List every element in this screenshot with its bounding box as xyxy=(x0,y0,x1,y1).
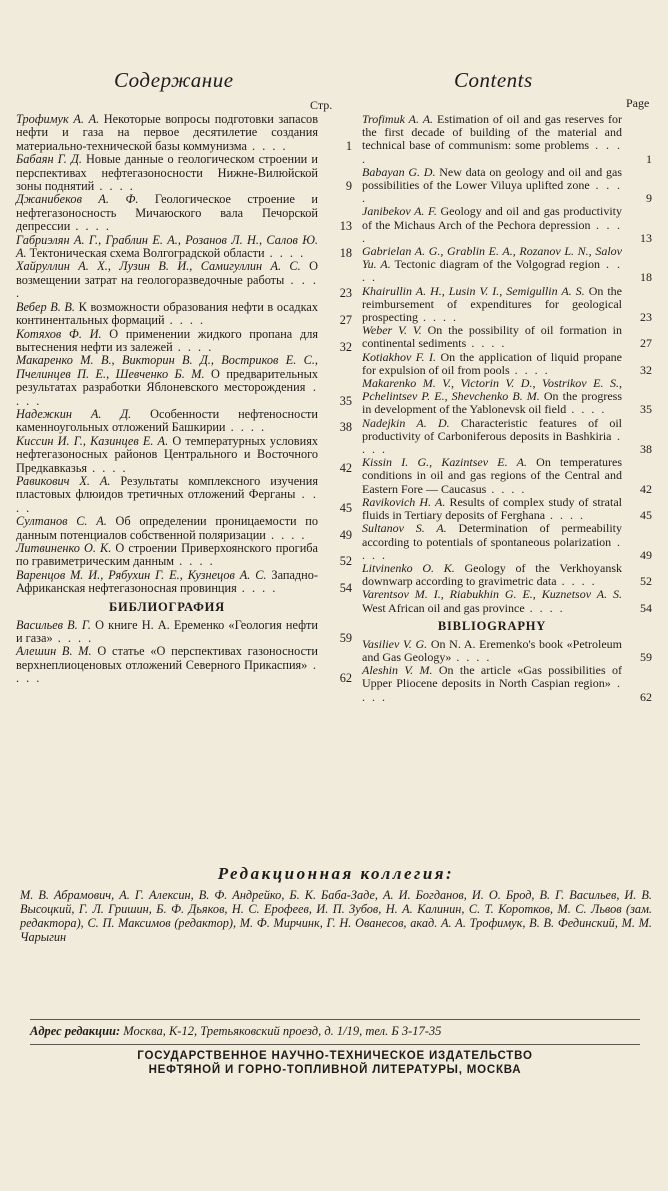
russian-contents-entry xyxy=(16,192,352,234)
dot-leader: . . . . xyxy=(451,649,492,664)
entry-author: Litvinenko O. K. xyxy=(362,560,455,575)
english-contents-entry xyxy=(362,324,652,350)
entry-title: К возможности образования нефти в осадках континентальных формаций xyxy=(16,299,319,328)
entry-author: Nadejkin A. D. xyxy=(362,415,450,430)
dot-leader: . . . . xyxy=(362,217,623,245)
entry-page-number: 62 xyxy=(640,689,652,704)
english-bibliography-heading: BIBLIOGRAPHY xyxy=(437,618,547,633)
entry-title: On the possibility of oil formation in continental sediments xyxy=(362,323,622,351)
dot-leader: . . . . xyxy=(246,138,288,153)
entry-title: Geology and oil and gas productivity of the Michaus Arch of the Pechora depression xyxy=(362,204,622,232)
english-contents-entry xyxy=(362,205,652,245)
dot-leader: . . . . xyxy=(566,402,607,417)
english-bibliography-entry xyxy=(362,638,652,664)
russian-contents-entry xyxy=(16,433,352,475)
english-bibliography-entry xyxy=(362,664,652,704)
entry-title: Geology of the Verkhoyansk downwarp according to gravimetric data xyxy=(362,560,623,589)
dot-leader: . . . . xyxy=(509,362,550,377)
entry-page-number: 54 xyxy=(640,600,652,615)
dot-leader: . . . . xyxy=(362,138,623,166)
entry-title: О статье «О перспективах газоносности верхнеплиоценовых отложений Северного Прикаспия» xyxy=(16,644,318,672)
editorial-board xyxy=(16,864,656,944)
entry-author: Janibekov A. F. xyxy=(362,204,437,219)
dot-leader: . . . . xyxy=(16,657,318,686)
russian-contents-entry xyxy=(16,406,352,435)
dot-leader: . . . . xyxy=(70,219,111,234)
entry-page-number: 9 xyxy=(646,191,652,206)
entry-page-number: 45 xyxy=(339,500,352,515)
entry-title: Некоторые вопросы подготовки запасов нефти и газа на первое десятилетие создания материально-технической базы коммунизма xyxy=(16,112,318,153)
entry-author: Хайруллин А. Х., Лузин В. И., Самигуллин А. С. xyxy=(16,259,301,274)
russian-contents-entry xyxy=(16,473,352,515)
english-contents-entry xyxy=(362,417,652,457)
entry-page-number: 62 xyxy=(339,671,352,686)
entry-title: On the progress in development of the Yablonevsk oil field xyxy=(362,389,622,417)
entry-page-number: 1 xyxy=(345,138,352,153)
russian-contents-entry xyxy=(16,152,352,194)
dot-leader: . . . . xyxy=(16,487,319,515)
dot-leader: . . . . xyxy=(164,313,206,328)
entry-title: On the reimbursement of expenditures for geological prospecting xyxy=(362,283,623,325)
entry-title: Estimation of oil and gas reserves for the first decade of building of the material and technical base of communism: some problems xyxy=(362,112,622,153)
dot-leader: . . . . xyxy=(362,178,623,206)
address-label: Адрес редакции: xyxy=(30,1024,121,1038)
entry-title: О книге Н. А. Еременко «Геология нефти и газа» xyxy=(16,617,318,646)
entry-author: Надежкин А. Д. xyxy=(16,406,132,421)
entry-title: Западно-Африканская нефтегазоносная провинция xyxy=(16,567,318,596)
russian-bibliography-heading: БИБЛИОГРАФИЯ xyxy=(108,599,225,614)
entry-page-number: 13 xyxy=(640,230,652,245)
english-contents-entry xyxy=(362,562,652,588)
entry-title: On N. A. Eremenko's book «Petroleum and Gas Geology» xyxy=(362,636,622,664)
entry-author: Киссин И. Г., Казинцев Е. А. xyxy=(16,433,169,448)
publisher-imprint xyxy=(30,1049,640,1077)
entry-author: Kissin I. G., Kazintsev E. A. xyxy=(362,455,527,470)
entry-title: On the application of liquid propane for expulsion of oil from pools xyxy=(362,349,623,377)
entry-author: Алешин В. М. xyxy=(16,644,92,659)
entry-author: Трофимук А. А. xyxy=(16,112,100,126)
english-contents-entry xyxy=(362,351,652,377)
entry-page-number: 54 xyxy=(339,581,352,596)
russian-contents-entry xyxy=(16,567,352,596)
entry-author: Равикович Х. А. xyxy=(16,473,111,488)
russian-entry-list xyxy=(16,112,352,686)
entry-title: О предварительных результатах разработки Яблоневского месторождения xyxy=(16,366,318,395)
entry-title: West African oil and gas province xyxy=(362,600,525,615)
entry-author: Trofimuk A. A. xyxy=(362,112,434,126)
english-contents-entry xyxy=(362,166,652,206)
editorial-address xyxy=(30,1019,640,1045)
english-page-label: Page xyxy=(626,96,650,110)
entry-page-number: 52 xyxy=(640,574,652,589)
entry-title: Тектоническая схема Волгоградской области xyxy=(29,246,265,261)
entry-author: Kotiakhov F. I. xyxy=(362,349,437,364)
entry-title: Tectonic diagram of the Volgograd region xyxy=(394,257,600,272)
entry-author: Makarenko M. V., Victorin V. D., Vostrikov E. S., Pchelintsev P. E., Shevchenko B. M. xyxy=(362,376,622,404)
publisher-line-2: НЕФТЯНОЙ И ГОРНО-ТОПЛИВНОЙ ЛИТЕРАТУРЫ, МОСКВА xyxy=(148,1064,522,1076)
english-contents-heading: Contents xyxy=(454,68,533,92)
entry-author: Babayan G. D. xyxy=(362,164,436,179)
english-contents-entry xyxy=(362,496,652,522)
entry-title: On temperatures conditions in oil and gas regions of the Central and Eastern Fore — Caucasus xyxy=(362,455,623,496)
russian-contents-entry xyxy=(16,232,352,261)
entry-author: Gabrielan A. G., Grablin E. A., Rozanov L. N., Salov Yu. A. xyxy=(362,244,622,272)
dot-leader: . . . . xyxy=(264,246,306,261)
russian-contents-entry xyxy=(16,514,352,542)
dot-leader: . . . . xyxy=(362,534,622,562)
entry-page-number: 18 xyxy=(339,246,352,261)
entry-page-number: 32 xyxy=(640,362,652,377)
entry-page-number: 35 xyxy=(640,402,652,417)
russian-contents-entry xyxy=(16,353,352,408)
dot-leader: . . . . xyxy=(466,336,507,351)
entry-author: Литвиненко О. К. xyxy=(16,541,112,555)
editorial-board-title: Редакционная коллегия: xyxy=(217,864,455,883)
entry-author: Sultanov S. A. xyxy=(362,521,447,536)
entry-title: Characteristic features of oil productivity of Carboniferous deposits in Bashkiria xyxy=(362,415,622,443)
english-contents-entry xyxy=(362,113,652,166)
entry-page-number: 52 xyxy=(339,554,352,569)
entry-page-number: 45 xyxy=(640,508,652,523)
entry-title: Особенности нефтеносности каменноугольных отложений Башкирии xyxy=(16,406,319,435)
russian-contents-entry xyxy=(16,299,352,328)
russian-contents-entry xyxy=(16,112,352,153)
english-contents-entry xyxy=(362,285,652,325)
entry-author: Габриэлян А. Г., Граблин Е. А., Розанов Л. Н., Салов Ю. А. xyxy=(16,232,318,261)
entry-author: Weber V. V. xyxy=(362,323,422,338)
entry-page-number: 23 xyxy=(640,310,652,325)
dot-leader: . . . . xyxy=(265,527,307,542)
dot-leader: . . . . xyxy=(236,581,278,596)
dot-leader: . . . . xyxy=(362,257,623,285)
entry-page-number: 59 xyxy=(339,631,352,646)
dot-leader: . . . . xyxy=(52,631,94,646)
english-contents-entry xyxy=(362,245,652,285)
english-contents-entry xyxy=(362,377,652,417)
entry-author: Varentsov M. I., Riabukhin G. E., Kuznetsov A. S. xyxy=(362,587,622,602)
english-contents-entry xyxy=(362,588,652,614)
dot-leader: . . . . xyxy=(94,179,135,194)
russian-page-label: Стр. xyxy=(310,98,333,112)
dot-leader: . . . . xyxy=(87,460,128,475)
entry-author: Джанибеков А. Ф. xyxy=(16,192,139,207)
entry-title: Новые данные о геологическом строении и перспективах нефтегазоносности Нижне-Вилюйской зоны поднятий xyxy=(16,152,318,194)
russian-bibliography-entry xyxy=(16,644,352,686)
dot-leader: . . . . xyxy=(172,339,214,354)
dot-leader: . . . . xyxy=(524,600,565,615)
entry-author: Ravikovich H. A. xyxy=(362,494,446,509)
entry-title: Геологическое строение и нефтегазоносность Мичаюского вала Печорской депрессии xyxy=(16,192,318,234)
entry-author: Васильев В. Г. xyxy=(16,617,91,632)
english-entry-list xyxy=(362,113,652,704)
dot-leader: . . . . xyxy=(225,420,267,435)
entry-page-number: 49 xyxy=(640,547,652,562)
entry-page-number: 18 xyxy=(640,270,652,285)
entry-title: New data on geology and oil and gas possibilities of the Lower Viluya uplifted zone xyxy=(362,164,623,193)
entry-author: Khairullin A. H., Lusin V. I., Semigullin A. S. xyxy=(362,283,585,298)
entry-page-number: 27 xyxy=(640,336,652,351)
dot-leader: . . . . xyxy=(556,574,597,589)
entry-page-number: 27 xyxy=(339,313,352,328)
dot-leader: . . . . xyxy=(174,554,215,569)
entry-page-number: 59 xyxy=(640,649,652,664)
entry-title: Результаты комплексного изучения пластовых флюидов третичных отложений Ферганы xyxy=(16,473,318,502)
russian-contents-entry xyxy=(16,326,352,355)
entry-page-number: 49 xyxy=(339,527,352,542)
entry-author: Котяхов Ф. И. xyxy=(16,326,102,341)
entry-title: О применении жидкого пропана для вытеснения нефти из залежей xyxy=(16,326,318,354)
russian-contents-entry xyxy=(16,541,352,569)
entry-author: Макаренко М. В., Викторин В. Д., Востриков Е. С., Пчелинцев П. Е., Шевченко Б. М. xyxy=(16,353,318,381)
entry-page-number: 38 xyxy=(640,442,652,457)
entry-author: Бабаян Г. Д. xyxy=(16,152,82,167)
russian-contents-heading: Содержание xyxy=(114,68,234,92)
dot-leader: . . . . xyxy=(16,380,318,408)
dot-leader: . . . . xyxy=(362,428,623,457)
entry-author: Варенцов М. И., Рябухин Г. Е., Кузнецов А. С. xyxy=(16,567,267,582)
entry-page-number: 1 xyxy=(646,151,652,166)
entry-author: Султанов С. А. xyxy=(16,514,107,529)
address-text: Москва, К-12, Третьяковский проезд, д. 1/19, тел. Б 3-17-35 xyxy=(123,1024,442,1038)
entry-page-number: 35 xyxy=(339,393,352,408)
entry-page-number: 42 xyxy=(339,460,352,475)
dot-leader: . . . . xyxy=(545,508,586,523)
entry-page-number: 23 xyxy=(339,286,352,301)
entry-title: О возмещении затрат на геологоразведочные работы xyxy=(16,259,318,287)
dot-leader: . . . . xyxy=(486,481,527,496)
entry-title: Determination of permeability according to potentials of spontaneous polarization xyxy=(362,521,623,549)
english-contents-entry xyxy=(362,522,652,562)
publisher-line-1: ГОСУДАРСТВЕННОЕ НАУЧНО-ТЕХНИЧЕСКОЕ ИЗДАТЕЛЬСТВО xyxy=(137,1050,533,1062)
dot-leader: . . . . xyxy=(16,272,318,301)
entry-author: Aleshin V. M. xyxy=(362,663,433,678)
entry-author: Vasiliev V. G. xyxy=(362,636,428,651)
dot-leader: . . . . xyxy=(418,310,458,325)
entry-title: О строении Приверхоянского прогиба по гравиметрическим данным xyxy=(16,541,319,569)
entry-page-number: 38 xyxy=(339,420,352,435)
entry-title: О температурных условиях нефтегазоносных районов Центрального и Восточного Предкавказья xyxy=(16,433,319,475)
dot-leader: . . . . xyxy=(362,676,622,704)
russian-contents-entry xyxy=(16,259,352,301)
entry-title: Об определении проницаемости по данным потенциалов собственной поляризации xyxy=(16,514,319,542)
editorial-board-members: М. В. Абрамович, А. Г. Алексин, В. Ф. Андрейко, Б. К. Баба-Заде, А. И. Богданов, И. О. Брод, В. Г. Васильев, И. В. Высоцкий, Г. Л. Гришин, Б. Ф. Дьяков, Н. С. Ерофеев, И. П. Зубов, Н. А. Калинин, С. Т. Коротков, М. С. Львов (зам. редактора), С. П. Максимов (редактор), М. Ф. Мирчинк, Г. Н. Ованесов, акад. А. А. Трофимук, В. В. Фединский, М. М. Чарыгин xyxy=(20,888,652,944)
entry-page-number: 32 xyxy=(339,339,352,354)
entry-author: Вебер В. В. xyxy=(16,299,76,314)
entry-page-number: 42 xyxy=(640,481,652,496)
entry-page-number: 13 xyxy=(339,219,352,234)
entry-title: On the article «Gas possibilities of Upper Pliocene deposits in North Caspian region» xyxy=(362,663,622,691)
entry-title: Results of complex study of stratal fluids in Tertiary deposits of Ferghana xyxy=(362,494,622,523)
russian-bibliography-entry xyxy=(16,617,352,646)
entry-page-number: 9 xyxy=(345,179,352,194)
english-contents-entry xyxy=(362,456,652,496)
